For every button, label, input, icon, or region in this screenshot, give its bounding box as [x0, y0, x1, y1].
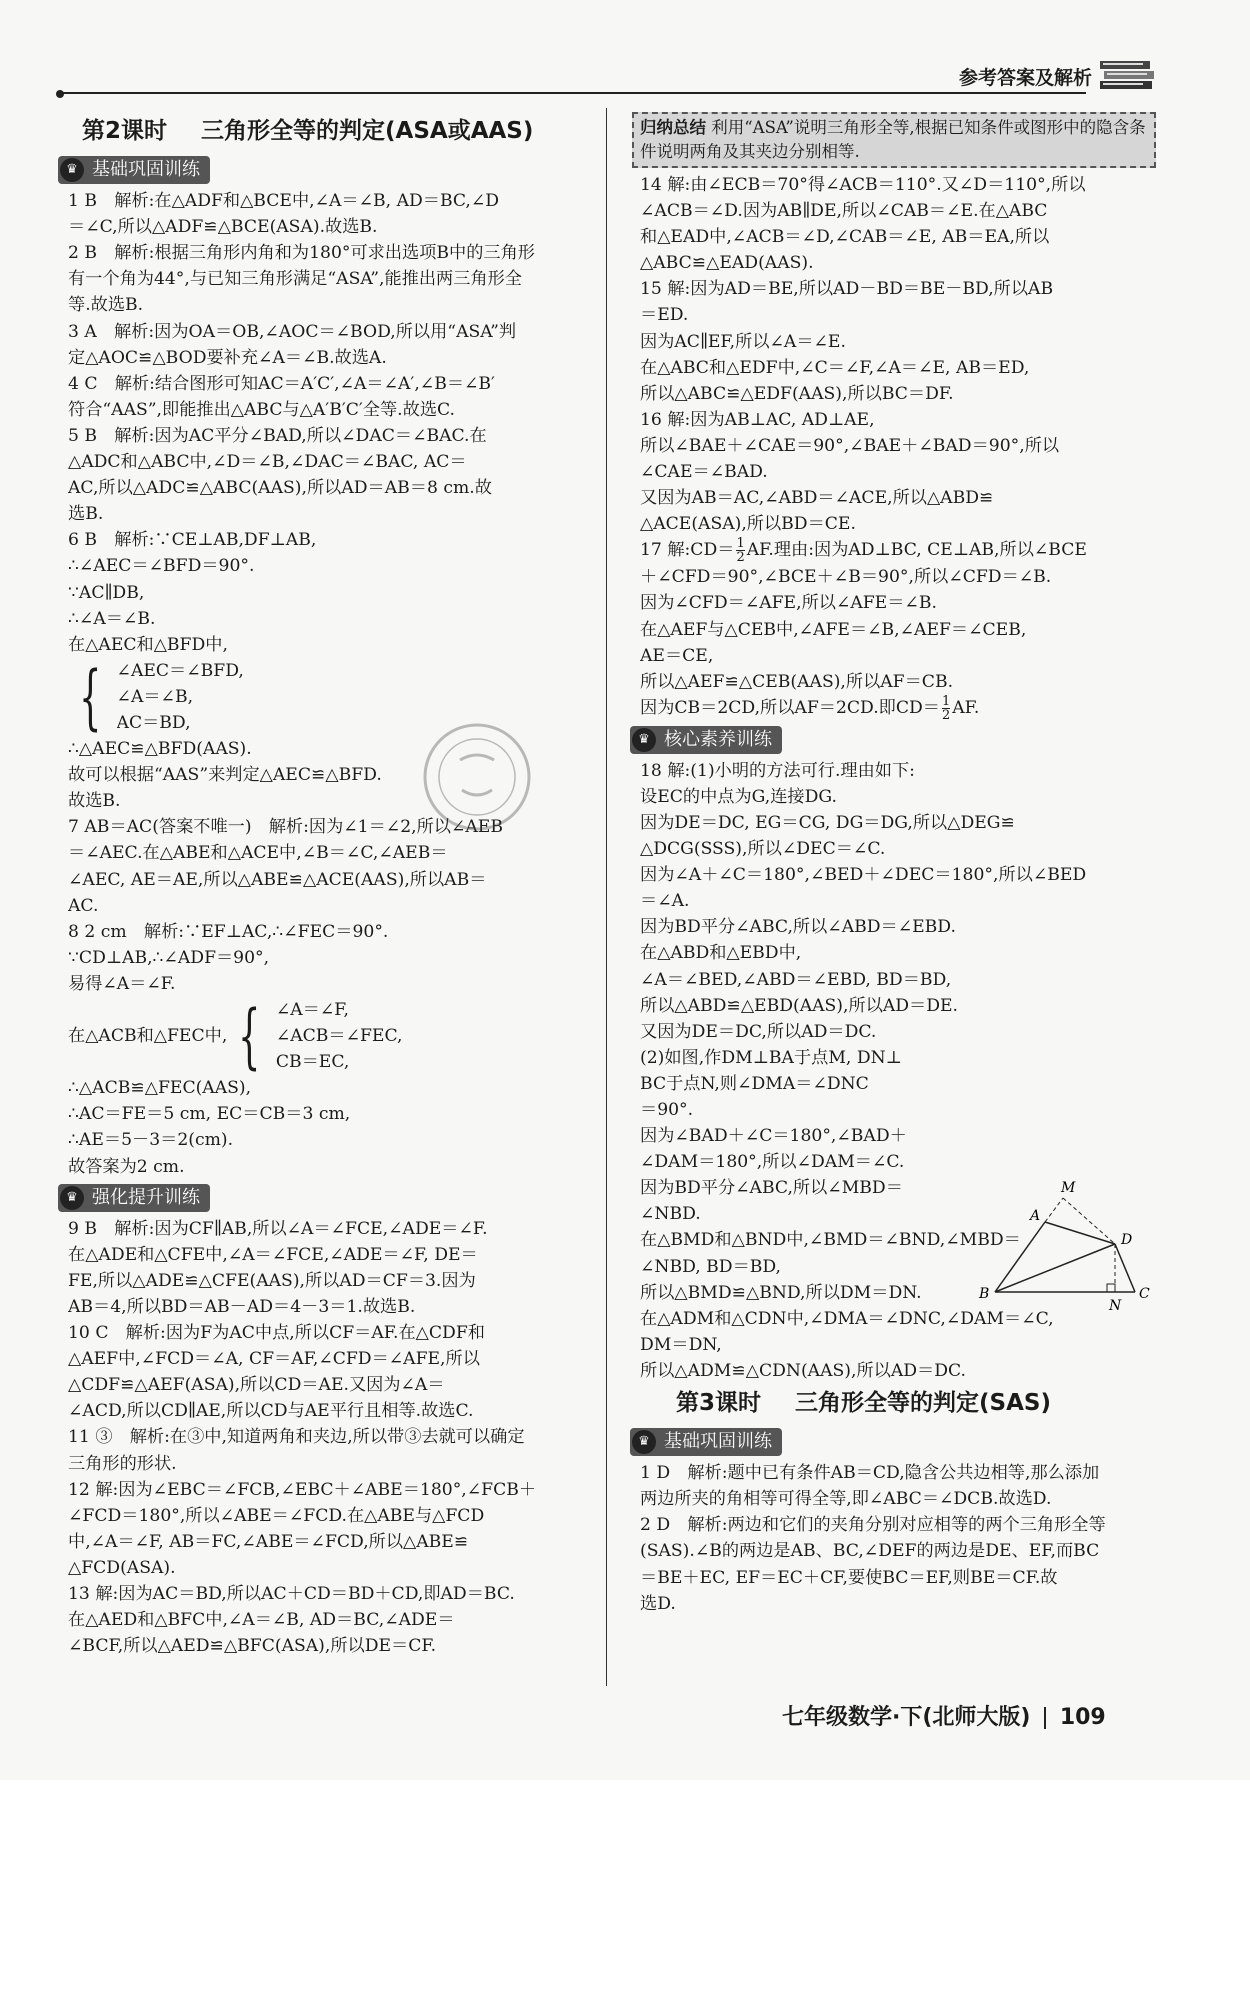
text-line: BC于点N,则∠DMA＝∠DNC — [640, 1073, 869, 1094]
text-line: CB＝EC, — [275, 1052, 350, 1073]
q17-last-prefix: 因为CB＝2CD,所以AF＝2CD.即CD＝ — [640, 697, 940, 718]
footer-separator — [1044, 1707, 1046, 1729]
crown-icon: ♛ — [632, 728, 656, 752]
answer-block — [68, 188, 590, 658]
text-line: 12 解:因为∠EBC＝∠FCB,∠EBC＋∠ABE＝180°,∠FCB＋ — [68, 1479, 537, 1500]
text-line: 因为∠BAD＋∠C＝180°,∠BAD＋ — [640, 1126, 907, 1147]
label-A: A — [1030, 1208, 1041, 1224]
text-line: 故选B. — [68, 791, 121, 812]
text-line: 所以△AEF≌△CEB(AAS),所以AF＝CB. — [640, 671, 954, 692]
text-line: DM＝DN, — [640, 1334, 722, 1355]
homework-stamp-seal — [420, 720, 535, 835]
text-line: 因为DE＝DC, EG＝CG, DG＝DG,所以△DEG≌ — [640, 812, 1015, 833]
brace-prefix: 在△ACB和△FEC中, — [68, 1026, 228, 1047]
header-dot — [56, 90, 64, 98]
text-line: ∠A＝∠B, — [116, 686, 194, 707]
text-line: 和△EAD中,∠ACB＝∠D,∠CAB＝∠E, AB＝EA,所以 — [640, 227, 1050, 248]
text-line: ∴AC＝FE＝5 cm, EC＝CB＝3 cm, — [68, 1104, 351, 1125]
label-B: B — [979, 1286, 990, 1302]
fraction-numerator: 1 — [941, 694, 951, 709]
q17-suffix: AF.理由:因为AD⊥BC, CE⊥AB,所以∠BCE — [746, 540, 1087, 561]
text-line: ∴∠A＝∠B. — [68, 608, 156, 629]
text-line: △ACE(ASA),所以BD＝CE. — [640, 514, 856, 535]
text-line: 等.故选B. — [68, 295, 144, 316]
text-line: 有一个角为44°,与已知三角形满足“ASA”,能推出两三角形全 — [68, 269, 522, 290]
text-line: 14 解:由∠ECB＝70°得∠ACB＝110°.又∠D＝110°,所以 — [640, 175, 1086, 195]
text-line: 在△AEC和△BFD中, — [68, 634, 228, 655]
lesson-heading — [82, 118, 590, 144]
text-line: ∴∠AEC＝∠BFD＝90°. — [68, 556, 255, 577]
text-line: 在△ADE和△CFE中,∠A＝∠FCE,∠ADE＝∠F, DE＝ — [68, 1244, 478, 1265]
answer-block — [640, 564, 1170, 694]
label-M: M — [1061, 1180, 1076, 1196]
text-line: △ABC≌△EAD(AAS). — [640, 253, 814, 274]
lesson-title: 第2课时 — [82, 118, 168, 144]
lesson-subtitle: 三角形全等的判定(ASA或AAS) — [201, 118, 534, 144]
text-line: ＋∠CFD＝90°,∠BCE＋∠B＝90°,所以∠CFD＝∠B. — [640, 567, 1052, 588]
text-line: 在△ADM和△CDN中,∠DMA＝∠DNC,∠DAM＝∠C, — [640, 1308, 1054, 1329]
crown-icon: ♛ — [60, 1186, 84, 1210]
footer-text: 七年级数学·下(北师大版) — [782, 1705, 1031, 1730]
brace-system — [68, 995, 590, 1078]
books-icon — [1098, 58, 1156, 92]
section-label: 强化提升训练 — [92, 1186, 200, 1208]
answer-block — [640, 1460, 1170, 1617]
text-line: ∴AE＝5－3＝2(cm). — [68, 1130, 234, 1151]
answer-block — [68, 1075, 590, 1179]
text-line: 三角形的形状. — [68, 1453, 177, 1474]
text-line: ∠BCF,所以△AED≌△BFC(ASA),所以DE＝CF. — [68, 1636, 437, 1657]
text-line: ＝∠A. — [640, 891, 690, 912]
text-line: 所以△ABC≌△EDF(AAS),所以BC＝DF. — [640, 383, 954, 404]
text-line: ∠NBD, BD＝BD, — [640, 1256, 782, 1277]
text-line: 6 B 解析:∵CE⊥AB,DF⊥AB, — [68, 530, 317, 551]
text-line: 所以△ADM≌△CDN(AAS),所以AD＝DC. — [640, 1360, 966, 1381]
text-line: 因为BD平分∠ABC,所以∠MBD＝ — [640, 1178, 903, 1199]
lesson-subtitle: 三角形全等的判定(SAS) — [795, 1390, 1051, 1417]
text-line: AC. — [68, 895, 99, 916]
crown-icon: ♛ — [632, 1430, 656, 1454]
text-line: 易得∠A＝∠F. — [68, 973, 176, 994]
text-line: ∴△AEC≌△BFD(AAS). — [68, 739, 252, 760]
geometry-figure — [975, 1172, 1165, 1317]
q17-line — [640, 537, 1170, 564]
page-footer — [782, 1700, 1106, 1731]
brace-lines — [276, 997, 403, 1075]
fraction-denominator: 2 — [941, 707, 951, 722]
answer-block-narrow — [640, 1045, 970, 1228]
q17-last-suffix: AF. — [952, 697, 980, 718]
text-line: 18 解:(1)小明的方法可行.理由如下: — [640, 760, 915, 781]
text-line: 4 C 解析:结合图形可知AC＝A′C′,∠A＝∠A′,∠B＝∠B′ — [68, 373, 495, 394]
text-line: 选B. — [68, 504, 104, 525]
text-line: 故答案为2 cm. — [68, 1156, 185, 1177]
text-line: ∠ACB＝∠FEC, — [275, 1026, 403, 1047]
text-line: 因为∠A＋∠C＝180°,∠BED＋∠DEC＝180°,所以∠BED — [640, 865, 1087, 886]
text-line: AC＝BD, — [116, 712, 191, 733]
page-header — [58, 60, 1166, 100]
section-header — [58, 1184, 210, 1212]
text-line: 选D. — [640, 1593, 676, 1614]
q17-prefix: 17 解:CD＝ — [640, 540, 735, 561]
section-header — [630, 726, 782, 754]
text-line: 7 AB＝AC(答案不唯一) 解析:因为∠1＝∠2,所以∠AEB — [68, 817, 503, 838]
text-line: 设EC的中点为G,连接DG. — [640, 786, 837, 807]
text-line: 所以∠BAE＋∠CAE＝90°,∠BAE＋∠BAD＝90°,所以 — [640, 435, 1060, 456]
text-line: ∠ACD,所以CD∥AE,所以CD与AE平行且相等.故选C. — [68, 1401, 474, 1422]
text-line: FE,所以△ADE≌△CFE(AAS),所以AD＝CF＝3.因为 — [68, 1270, 476, 1291]
brace-icon: { — [79, 655, 102, 738]
text-line: 所以△BMD≌△BND,所以DM＝DN. — [640, 1282, 922, 1303]
answer-block — [68, 1216, 590, 1660]
text-line: △AEF中,∠FCD＝∠A, CF＝AF,∠CFD＝∠AFE,所以 — [68, 1349, 480, 1370]
text-line: ∠FCD＝180°,所以∠ABE＝∠FCD.在△ABE与△FCD — [68, 1505, 485, 1526]
right-column — [640, 112, 1170, 1617]
text-line: 符合“AAS”,即能推出△ABC与△A′B′C′全等.故选C. — [68, 399, 456, 420]
summary-box — [632, 112, 1156, 168]
text-line: △DCG(SSS),所以∠DEC＝∠C. — [640, 839, 886, 860]
text-line: 2 B 解析:根据三角形内角和为180°可求出选项B中的三角形 — [68, 243, 535, 264]
summary-label: 归纳总结 — [640, 118, 706, 137]
answer-block — [640, 758, 1170, 1045]
text-line: 11 ③ 解析:在③中,知道两角和夹边,所以带③去就可以确定 — [68, 1427, 525, 1448]
text-line: ∠A＝∠F, — [275, 1000, 349, 1020]
label-C: C — [1139, 1286, 1150, 1302]
text-line: 因为BD平分∠ABC,所以∠ABD＝∠EBD. — [640, 917, 956, 938]
text-line: 又因为DE＝DC,所以AD＝DC. — [640, 1021, 877, 1042]
text-line: ∠CAE＝∠BAD. — [640, 462, 768, 483]
text-line: ∠AEC＝∠BFD, — [116, 660, 244, 681]
page-number: 109 — [1059, 1705, 1106, 1730]
text-line: ∠AEC, AE＝AE,所以△ABE≌△ACE(AAS),所以AB＝ — [68, 869, 487, 890]
text-line: ＝ED. — [640, 305, 689, 326]
fraction — [942, 695, 950, 722]
section-header — [58, 156, 210, 184]
text-line: ＝∠AEC.在△ABE和△ACE中,∠B＝∠C,∠AEB＝ — [68, 843, 448, 864]
left-column — [68, 112, 590, 1659]
section-label: 基础巩固训练 — [92, 159, 200, 181]
text-line: 因为∠CFD＝∠AFE,所以∠AFE＝∠B. — [640, 593, 937, 614]
brace-lines — [117, 658, 244, 736]
text-line: ＝90°. — [640, 1100, 694, 1120]
lesson-heading — [676, 1390, 1170, 1416]
text-line: 8 2 cm 解析:∵EF⊥AC,∴∠FEC＝90°. — [68, 921, 389, 942]
text-line: (2)如图,作DM⊥BA于点M, DN⊥ — [640, 1047, 902, 1068]
section-header — [630, 1428, 782, 1456]
text-line: 在△ABD和△EBD中, — [640, 943, 802, 964]
text-line: AB＝4,所以BD＝AB－AD＝4－3＝1.故选B. — [68, 1296, 416, 1317]
text-line: 5 B 解析:因为AC平分∠BAD,所以∠DAC＝∠BAC.在 — [68, 425, 487, 446]
text-line: 在△AED和△BFC中,∠A＝∠B, AD＝BC,∠ADE＝ — [68, 1610, 455, 1631]
text-line: ∴△ACB≌△FEC(AAS), — [68, 1078, 252, 1099]
text-line: ＝∠C,所以△ADF≌△BCE(ASA).故选B. — [68, 217, 378, 238]
text-line: 在△ABC和△EDF中,∠C＝∠F,∠A＝∠E, AB＝ED, — [640, 357, 1030, 378]
text-line: 在△AEF与△CEB中,∠AFE＝∠B,∠AEF＝∠CEB, — [640, 619, 1027, 640]
text-line: △CDF≌△AEF(ASA),所以CD＝AE.又因为∠A＝ — [68, 1375, 445, 1396]
crown-icon: ♛ — [60, 158, 84, 182]
header-rule — [58, 92, 1086, 94]
text-line: 9 B 解析:因为CF∥AB,所以∠A＝∠FCE,∠ADE＝∠F. — [68, 1218, 488, 1239]
text-line: 因为AC∥EF,所以∠A＝∠E. — [640, 331, 846, 352]
label-D: D — [1121, 1232, 1133, 1248]
lesson-title: 第3课时 — [676, 1390, 762, 1417]
text-line: 定△AOC≌△BOD要补充∠A＝∠B.故选A. — [68, 347, 387, 368]
column-divider — [606, 108, 607, 1686]
summary-text: 利用“ASA”说明三角形全等,根据已知条件或图形中的隐含条件说明两角及其夹边分别相等. — [640, 118, 1146, 161]
text-line: ∠DAM＝180°,所以∠DAM＝∠C. — [640, 1152, 905, 1173]
text-line: 所以△ABD≌△EBD(AAS),所以AD＝DE. — [640, 995, 959, 1016]
text-line: ∵AC∥DB, — [68, 582, 145, 603]
fraction-denominator: 2 — [736, 550, 745, 565]
text-line: 2 D 解析:两边和它们的夹角分别对应相等的两个三角形全等 — [640, 1515, 1106, 1536]
text-line: 10 C 解析:因为F为AC中点,所以CF＝AF.在△CDF和 — [68, 1323, 485, 1344]
text-line: ∵CD⊥AB,∴∠ADF＝90°, — [68, 947, 270, 968]
text-line: 1 B 解析:在△ADF和△BCE中,∠A＝∠B, AD＝BC,∠D — [68, 191, 500, 212]
text-line: 故可以根据“AAS”来判定△AEC≌△BFD. — [68, 765, 382, 786]
brace-icon: { — [238, 995, 261, 1078]
text-line: 3 A 解析:因为OA＝OB,∠AOC＝∠BOD,所以用“ASA”判 — [68, 321, 517, 342]
text-line: 16 解:因为AB⊥AC, AD⊥AE, — [640, 409, 875, 430]
text-line: 15 解:因为AD＝BE,所以AD－BD＝BE－BD,所以AB — [640, 279, 1054, 300]
text-line: ∠NBD. — [640, 1204, 701, 1225]
text-line: AC,所以△ADC≌△ABC(AAS),所以AD＝AB＝8 cm.故 — [68, 478, 492, 499]
text-line: 两边所夹的角相等可得全等,即∠ABC＝∠DCB.故选D. — [640, 1489, 1052, 1510]
text-line: 在△BMD和△BND中,∠BMD＝∠BND,∠MBD＝ — [640, 1230, 1021, 1251]
section-label: 核心素养训练 — [664, 728, 772, 750]
text-line: 又因为AB＝AC,∠ABD＝∠ACE,所以△ABD≌ — [640, 488, 994, 509]
answer-block — [640, 172, 1170, 537]
fraction — [736, 537, 744, 564]
text-line: ∠A＝∠BED,∠ABD＝∠EBD, BD＝BD, — [640, 969, 952, 990]
text-line: △FCD(ASA). — [68, 1557, 176, 1578]
header-title: 参考答案及解析 — [949, 63, 1092, 90]
text-line: 中,∠A＝∠F, AB＝FC,∠ABE＝∠FCD,所以△ABE≌ — [68, 1531, 469, 1552]
text-line: 13 解:因为AC＝BD,所以AC＋CD＝BD＋CD,即AD＝BC. — [68, 1583, 515, 1604]
fraction-numerator: 1 — [736, 537, 745, 552]
text-line: ＝BE＋EC, EF＝EC＋CF,要使BC＝EF,则BE＝CF.故 — [640, 1567, 1058, 1588]
text-line: △ADC和△ABC中,∠D＝∠B,∠DAC＝∠BAC, AC＝ — [68, 452, 467, 473]
label-N: N — [1109, 1298, 1122, 1314]
text-line: 1 D 解析:题中已有条件AB＝CD,隐含公共边相等,那么添加 — [640, 1463, 1100, 1484]
text-line: ∠ACB＝∠D.因为AB∥DE,所以∠CAB＝∠E.在△ABC — [640, 201, 1048, 222]
section-label: 基础巩固训练 — [664, 1431, 772, 1453]
q17-conclusion — [640, 695, 1170, 722]
text-line: (SAS).∠B的两边是AB、BC,∠DEF的两边是DE、EF,而BC — [640, 1541, 1100, 1562]
text-line: AE＝CE, — [640, 645, 714, 666]
